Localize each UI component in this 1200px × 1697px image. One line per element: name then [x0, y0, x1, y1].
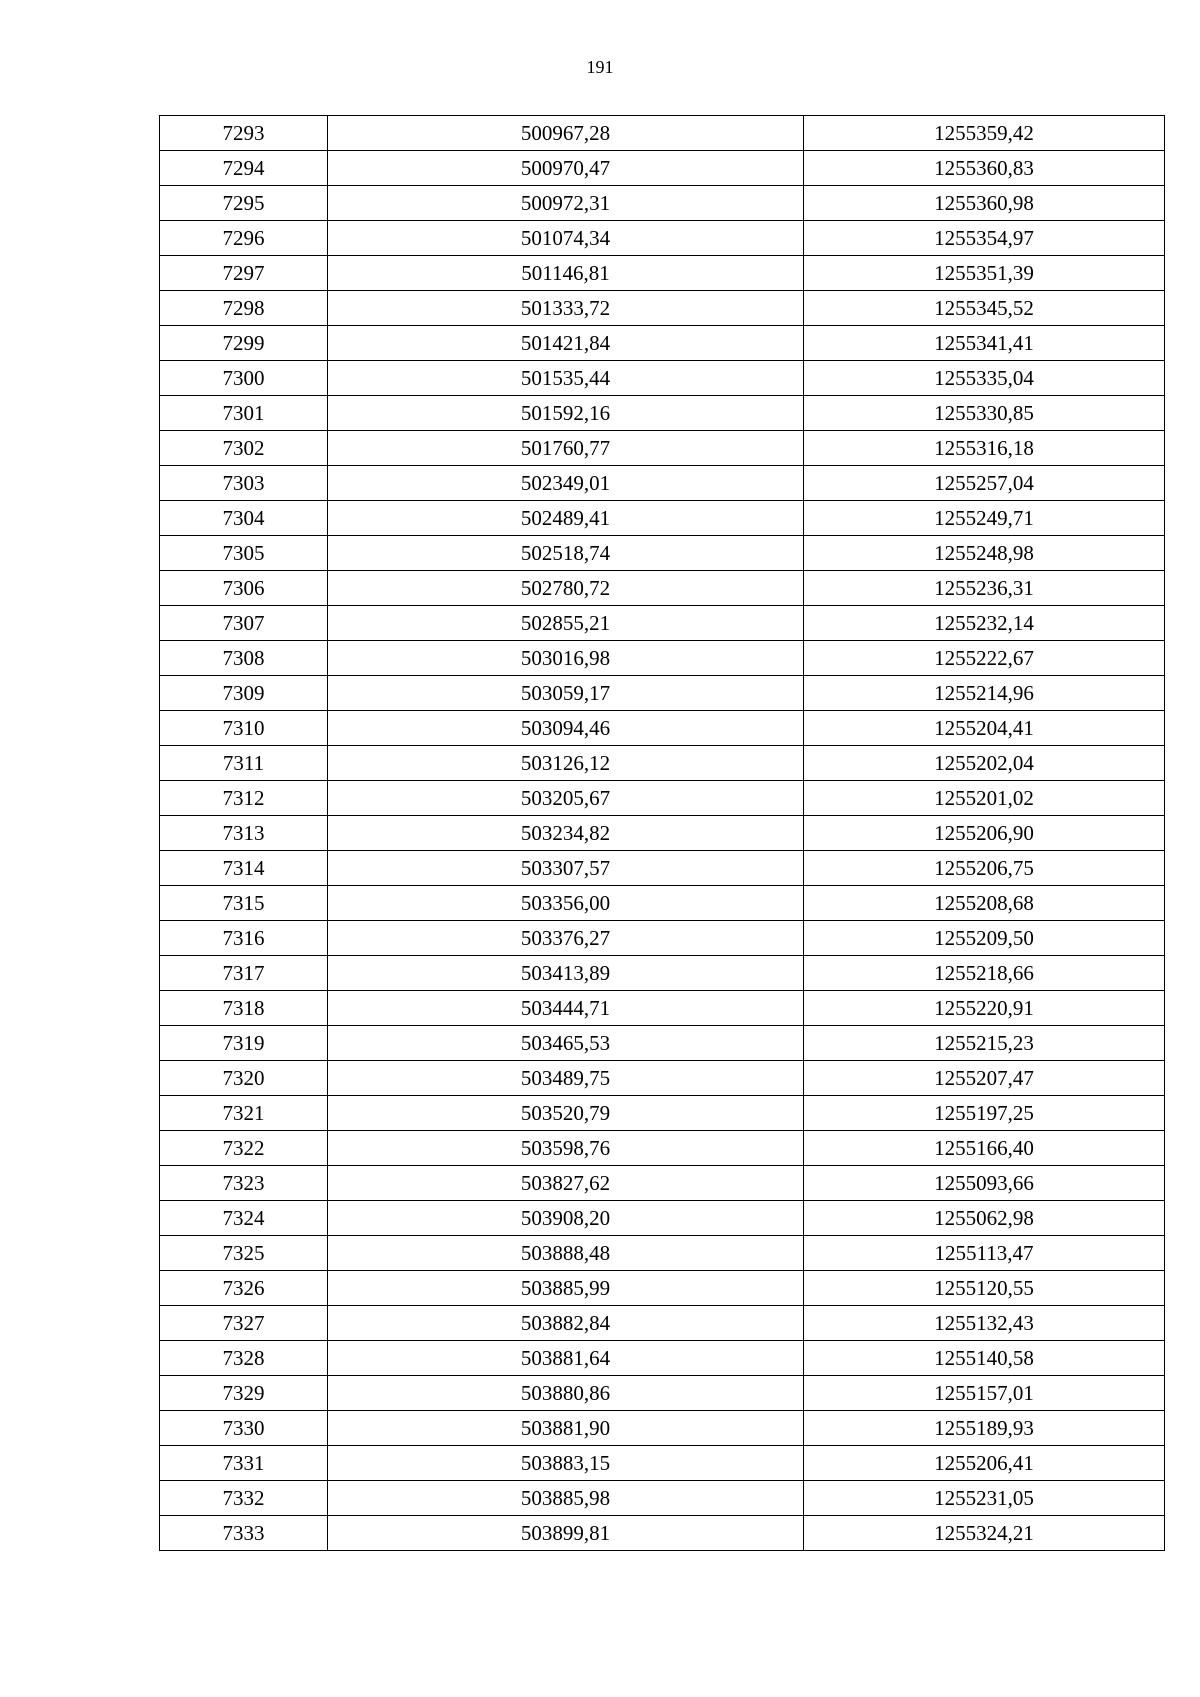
x-coordinate-cell: 502349,01: [328, 466, 804, 501]
table-row: [160, 396, 1165, 431]
point-number-cell: 7319: [160, 1026, 328, 1061]
table-row: [160, 1166, 1165, 1201]
y-coordinate-cell: 1255189,93: [804, 1411, 1165, 1446]
x-coordinate-cell: 502518,74: [328, 536, 804, 571]
point-number-cell: 7312: [160, 781, 328, 816]
y-coordinate-cell: 1255324,21: [804, 1516, 1165, 1551]
y-coordinate-cell: 1255113,47: [804, 1236, 1165, 1271]
table-row: [160, 781, 1165, 816]
table-row: [160, 1516, 1165, 1551]
table-row: [160, 1026, 1165, 1061]
y-coordinate-cell: 1255335,04: [804, 361, 1165, 396]
point-number-cell: 7294: [160, 151, 328, 186]
table-row: [160, 1341, 1165, 1376]
x-coordinate-cell: 500972,31: [328, 186, 804, 221]
y-coordinate-cell: 1255218,66: [804, 956, 1165, 991]
point-number-cell: 7313: [160, 816, 328, 851]
table-row: [160, 1096, 1165, 1131]
x-coordinate-cell: 503356,00: [328, 886, 804, 921]
point-number-cell: 7295: [160, 186, 328, 221]
point-number-cell: 7307: [160, 606, 328, 641]
point-number-cell: 7308: [160, 641, 328, 676]
table-row: [160, 151, 1165, 186]
x-coordinate-cell: 501535,44: [328, 361, 804, 396]
table-row: [160, 956, 1165, 991]
table-row: [160, 1411, 1165, 1446]
y-coordinate-cell: 1255132,43: [804, 1306, 1165, 1341]
x-coordinate-cell: 503307,57: [328, 851, 804, 886]
table-row: [160, 886, 1165, 921]
table-row: [160, 746, 1165, 781]
x-coordinate-cell: 503885,99: [328, 1271, 804, 1306]
y-coordinate-cell: 1255351,39: [804, 256, 1165, 291]
y-coordinate-cell: 1255248,98: [804, 536, 1165, 571]
table-row: [160, 326, 1165, 361]
y-coordinate-cell: 1255062,98: [804, 1201, 1165, 1236]
table-row: [160, 1201, 1165, 1236]
table-row: [160, 1131, 1165, 1166]
y-coordinate-cell: 1255214,96: [804, 676, 1165, 711]
y-coordinate-cell: 1255197,25: [804, 1096, 1165, 1131]
x-coordinate-cell: 503059,17: [328, 676, 804, 711]
x-coordinate-cell: 501760,77: [328, 431, 804, 466]
table-row: [160, 1061, 1165, 1096]
point-number-cell: 7298: [160, 291, 328, 326]
table-row: [160, 186, 1165, 221]
x-coordinate-cell: 503880,86: [328, 1376, 804, 1411]
x-coordinate-cell: 503444,71: [328, 991, 804, 1026]
x-coordinate-cell: 503489,75: [328, 1061, 804, 1096]
x-coordinate-cell: 501146,81: [328, 256, 804, 291]
x-coordinate-cell: 502780,72: [328, 571, 804, 606]
y-coordinate-cell: 1255206,75: [804, 851, 1165, 886]
point-number-cell: 7326: [160, 1271, 328, 1306]
table-row: [160, 676, 1165, 711]
y-coordinate-cell: 1255257,04: [804, 466, 1165, 501]
point-number-cell: 7302: [160, 431, 328, 466]
table-row: [160, 1306, 1165, 1341]
table-row: [160, 641, 1165, 676]
y-coordinate-cell: 1255140,58: [804, 1341, 1165, 1376]
y-coordinate-cell: 1255207,47: [804, 1061, 1165, 1096]
point-number-cell: 7300: [160, 361, 328, 396]
point-number-cell: 7327: [160, 1306, 328, 1341]
point-number-cell: 7316: [160, 921, 328, 956]
x-coordinate-cell: 503899,81: [328, 1516, 804, 1551]
point-number-cell: 7330: [160, 1411, 328, 1446]
y-coordinate-cell: 1255093,66: [804, 1166, 1165, 1201]
table-row: [160, 501, 1165, 536]
y-coordinate-cell: 1255249,71: [804, 501, 1165, 536]
x-coordinate-cell: 501421,84: [328, 326, 804, 361]
y-coordinate-cell: 1255215,23: [804, 1026, 1165, 1061]
point-number-cell: 7322: [160, 1131, 328, 1166]
table-row: [160, 1481, 1165, 1516]
table-row: [160, 116, 1165, 151]
x-coordinate-cell: 500970,47: [328, 151, 804, 186]
table-row: [160, 571, 1165, 606]
table-row: [160, 291, 1165, 326]
point-number-cell: 7325: [160, 1236, 328, 1271]
x-coordinate-cell: 503126,12: [328, 746, 804, 781]
point-number-cell: 7303: [160, 466, 328, 501]
table-row: [160, 1236, 1165, 1271]
x-coordinate-cell: 501074,34: [328, 221, 804, 256]
x-coordinate-cell: 503376,27: [328, 921, 804, 956]
table-row: [160, 536, 1165, 571]
x-coordinate-cell: 500967,28: [328, 116, 804, 151]
point-number-cell: 7314: [160, 851, 328, 886]
point-number-cell: 7331: [160, 1446, 328, 1481]
y-coordinate-cell: 1255345,52: [804, 291, 1165, 326]
x-coordinate-cell: 503827,62: [328, 1166, 804, 1201]
y-coordinate-cell: 1255236,31: [804, 571, 1165, 606]
x-coordinate-cell: 503883,15: [328, 1446, 804, 1481]
point-number-cell: 7328: [160, 1341, 328, 1376]
point-number-cell: 7309: [160, 676, 328, 711]
y-coordinate-cell: 1255359,42: [804, 116, 1165, 151]
y-coordinate-cell: 1255201,02: [804, 781, 1165, 816]
point-number-cell: 7329: [160, 1376, 328, 1411]
table-row: [160, 431, 1165, 466]
x-coordinate-cell: 502855,21: [328, 606, 804, 641]
y-coordinate-cell: 1255202,04: [804, 746, 1165, 781]
table-row: [160, 1446, 1165, 1481]
table-row: [160, 361, 1165, 396]
point-number-cell: 7320: [160, 1061, 328, 1096]
x-coordinate-cell: 503598,76: [328, 1131, 804, 1166]
y-coordinate-cell: 1255204,41: [804, 711, 1165, 746]
table-row: [160, 1376, 1165, 1411]
point-number-cell: 7324: [160, 1201, 328, 1236]
y-coordinate-cell: 1255222,67: [804, 641, 1165, 676]
point-number-cell: 7293: [160, 116, 328, 151]
y-coordinate-cell: 1255232,14: [804, 606, 1165, 641]
point-number-cell: 7323: [160, 1166, 328, 1201]
y-coordinate-cell: 1255208,68: [804, 886, 1165, 921]
x-coordinate-cell: 503520,79: [328, 1096, 804, 1131]
point-number-cell: 7306: [160, 571, 328, 606]
table-row: [160, 816, 1165, 851]
point-number-cell: 7321: [160, 1096, 328, 1131]
y-coordinate-cell: 1255360,98: [804, 186, 1165, 221]
point-number-cell: 7301: [160, 396, 328, 431]
y-coordinate-cell: 1255231,05: [804, 1481, 1165, 1516]
table-row: [160, 466, 1165, 501]
point-number-cell: 7333: [160, 1516, 328, 1551]
x-coordinate-cell: 503205,67: [328, 781, 804, 816]
point-number-cell: 7305: [160, 536, 328, 571]
point-number-cell: 7304: [160, 501, 328, 536]
y-coordinate-cell: 1255120,55: [804, 1271, 1165, 1306]
x-coordinate-cell: 503885,98: [328, 1481, 804, 1516]
y-coordinate-cell: 1255157,01: [804, 1376, 1165, 1411]
x-coordinate-cell: 503881,90: [328, 1411, 804, 1446]
y-coordinate-cell: 1255360,83: [804, 151, 1165, 186]
x-coordinate-cell: 503016,98: [328, 641, 804, 676]
x-coordinate-cell: 503881,64: [328, 1341, 804, 1376]
y-coordinate-cell: 1255341,41: [804, 326, 1165, 361]
x-coordinate-cell: 503465,53: [328, 1026, 804, 1061]
y-coordinate-cell: 1255206,41: [804, 1446, 1165, 1481]
x-coordinate-cell: 502489,41: [328, 501, 804, 536]
point-number-cell: 7311: [160, 746, 328, 781]
table-row: [160, 921, 1165, 956]
coordinates-table-body: [160, 116, 1165, 1551]
point-number-cell: 7332: [160, 1481, 328, 1516]
point-number-cell: 7296: [160, 221, 328, 256]
x-coordinate-cell: 501333,72: [328, 291, 804, 326]
point-number-cell: 7318: [160, 991, 328, 1026]
y-coordinate-cell: 1255354,97: [804, 221, 1165, 256]
page-number: 191: [586, 57, 614, 77]
x-coordinate-cell: 501592,16: [328, 396, 804, 431]
table-row: [160, 1271, 1165, 1306]
table-row: [160, 221, 1165, 256]
x-coordinate-cell: 503413,89: [328, 956, 804, 991]
x-coordinate-cell: 503888,48: [328, 1236, 804, 1271]
point-number-cell: 7315: [160, 886, 328, 921]
table-row: [160, 711, 1165, 746]
table-row: [160, 991, 1165, 1026]
y-coordinate-cell: 1255316,18: [804, 431, 1165, 466]
x-coordinate-cell: 503882,84: [328, 1306, 804, 1341]
y-coordinate-cell: 1255220,91: [804, 991, 1165, 1026]
point-number-cell: 7317: [160, 956, 328, 991]
point-number-cell: 7297: [160, 256, 328, 291]
coordinates-table: [159, 115, 1165, 1551]
y-coordinate-cell: 1255209,50: [804, 921, 1165, 956]
table-row: [160, 851, 1165, 886]
y-coordinate-cell: 1255166,40: [804, 1131, 1165, 1166]
y-coordinate-cell: 1255206,90: [804, 816, 1165, 851]
point-number-cell: 7310: [160, 711, 328, 746]
x-coordinate-cell: 503908,20: [328, 1201, 804, 1236]
table-row: [160, 606, 1165, 641]
point-number-cell: 7299: [160, 326, 328, 361]
x-coordinate-cell: 503094,46: [328, 711, 804, 746]
y-coordinate-cell: 1255330,85: [804, 396, 1165, 431]
x-coordinate-cell: 503234,82: [328, 816, 804, 851]
table-row: [160, 256, 1165, 291]
